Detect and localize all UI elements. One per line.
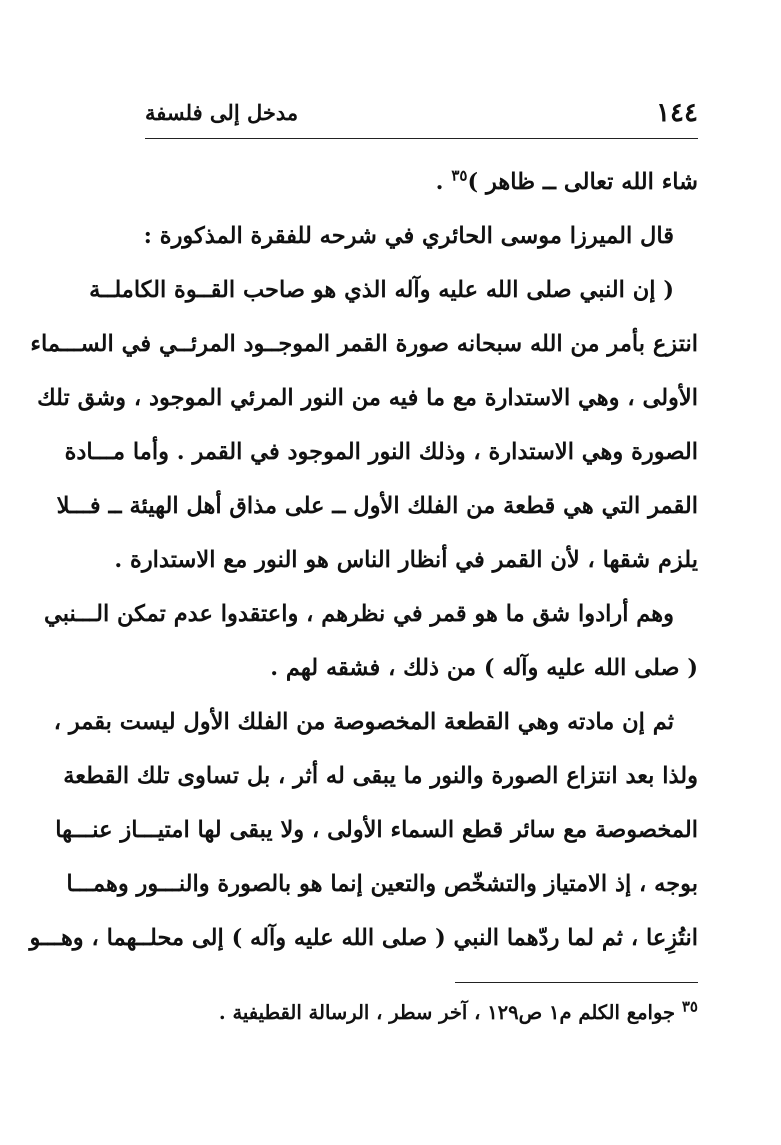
text-line: ( صلى الله عليه وآله ) من ذلك ، فشقه لهم . [270,655,698,681]
text-line: الأولى ، وهي الاستدارة مع ما فيه من النور المرئي الموجود ، وشق تلك [37,385,698,411]
header-rule [145,138,698,139]
body-text [29,155,698,965]
text-line: بوجه ، إذ الامتياز والتشخّص والتعين إنما هو بالصورة والنـــور وهمـــا [66,871,698,897]
text-line: الصورة وهي الاستدارة ، وذلك النور الموجود في القمر . وأما مـــادة [64,439,698,465]
text-line: ( إن النبي صلى الله عليه وآله الذي هو صاحب القــوة الكاملــة [89,277,674,303]
text-line: يلزم شقها ، لأن القمر في أنظار الناس هو النور مع الاستدارة . [114,547,698,573]
footnote-number: ٣٥ [681,997,698,1016]
text-line: قال الميرزا موسى الحائري في شرحه للفقرة المذكورة : [143,223,674,249]
page-header [145,98,698,134]
text-line: وهم أرادوا شق ما هو قمر في نظرهم ، واعتقدوا عدم تمكن الـــنبي [44,601,674,627]
footnote-text: جوامع الكلم م١ ص١٢٩ ، آخر سطر ، الرسالة القطيفية . [218,1001,676,1024]
text-line: ثم إن مادته وهي القطعة المخصوصة من الفلك الأول ليست بقمر ، [53,709,674,735]
footnote-reference[interactable]: ٣٥ [451,166,468,185]
text-line: شاء الله تعالى ــ ظاهر )$^{٣٥}$ . [435,166,698,195]
text-line: القمر التي هي قطعة من الفلك الأول ــ على مذاق أهل الهيئة ــ فـــلا [56,493,698,519]
text-line: انتُزِعا ، ثم لما ردّهما النبي ( صلى الله عليه وآله ) إلى محلــهما ، وهـــو [29,925,698,951]
page-number: ١٤٤ [656,98,698,128]
text-line: انتزع بأمر من الله سبحانه صورة القمر الموجــود المرئــي في الســـماء [30,331,698,357]
text-line: المخصوصة مع سائر قطع السماء الأولى ، ولا يبقى لها امتيـــاز عنـــها [55,817,698,843]
running-title: مدخل إلى فلسفة [145,100,299,125]
text-line: ولذا بعد انتزاع الصورة والنور ما يبقى له أثر ، بل تساوى تلك القطعة [63,763,698,789]
footnote [145,996,698,1030]
footnote-rule [455,982,698,983]
